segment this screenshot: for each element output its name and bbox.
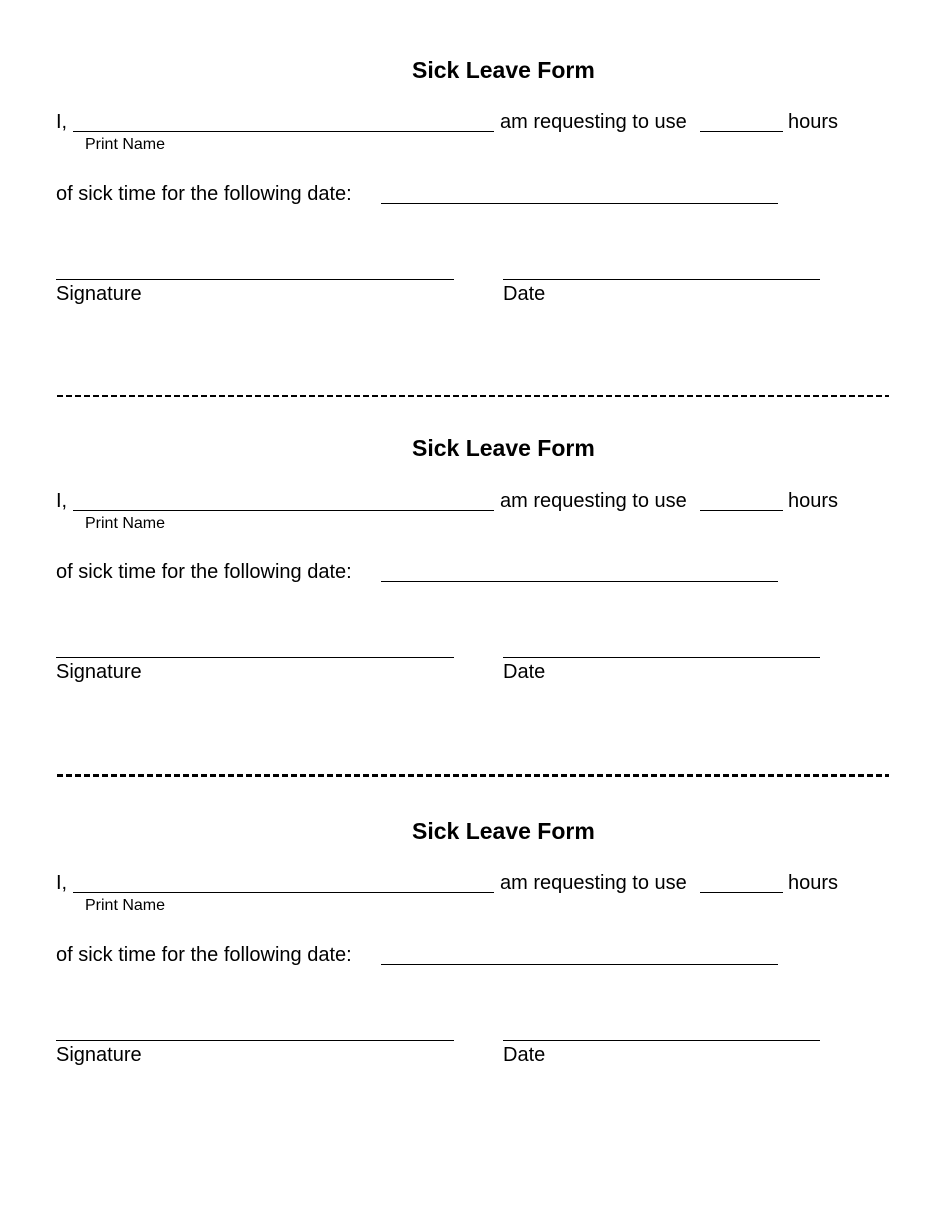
signature-label: Signature xyxy=(56,283,142,305)
leave-date-field[interactable] xyxy=(381,581,778,582)
date-line-text: of sick time for the following date: xyxy=(56,183,352,205)
date-line-text: of sick time for the following date: xyxy=(56,944,352,966)
hours-label: hours xyxy=(788,111,839,133)
date-label: Date xyxy=(503,1044,546,1066)
print-name-label: Print Name xyxy=(85,136,166,153)
print-name-label: Print Name xyxy=(85,515,166,532)
print-name-field[interactable] xyxy=(73,131,494,132)
date-label: Date xyxy=(503,283,546,305)
form-title: Sick Leave Form xyxy=(412,57,595,83)
print-name-field[interactable] xyxy=(73,892,494,893)
form-prefix: I, xyxy=(56,111,68,133)
signature-field[interactable] xyxy=(56,657,454,658)
form-prefix: I, xyxy=(56,490,68,512)
hours-field[interactable] xyxy=(700,131,783,132)
signature-field[interactable] xyxy=(56,1040,454,1041)
signature-label: Signature xyxy=(56,1044,142,1066)
date-label: Date xyxy=(503,661,546,683)
form-title: Sick Leave Form xyxy=(412,435,595,461)
requesting-text: am requesting to use xyxy=(500,111,687,133)
print-name-field[interactable] xyxy=(73,510,494,511)
signature-date-field[interactable] xyxy=(503,1040,820,1041)
hours-field[interactable] xyxy=(700,892,783,893)
requesting-text: am requesting to use xyxy=(500,490,687,512)
signature-date-field[interactable] xyxy=(503,279,820,280)
cut-line-divider xyxy=(57,395,889,397)
leave-date-field[interactable] xyxy=(381,203,778,204)
form-title: Sick Leave Form xyxy=(412,818,595,844)
leave-date-field[interactable] xyxy=(381,964,778,965)
hours-field[interactable] xyxy=(700,510,783,511)
print-name-label: Print Name xyxy=(85,897,166,914)
signature-label: Signature xyxy=(56,661,142,683)
signature-field[interactable] xyxy=(56,279,454,280)
cut-line-divider xyxy=(57,774,889,777)
hours-label: hours xyxy=(788,872,839,894)
form-prefix: I, xyxy=(56,872,68,894)
date-line-text: of sick time for the following date: xyxy=(56,561,352,583)
requesting-text: am requesting to use xyxy=(500,872,687,894)
signature-date-field[interactable] xyxy=(503,657,820,658)
hours-label: hours xyxy=(788,490,839,512)
